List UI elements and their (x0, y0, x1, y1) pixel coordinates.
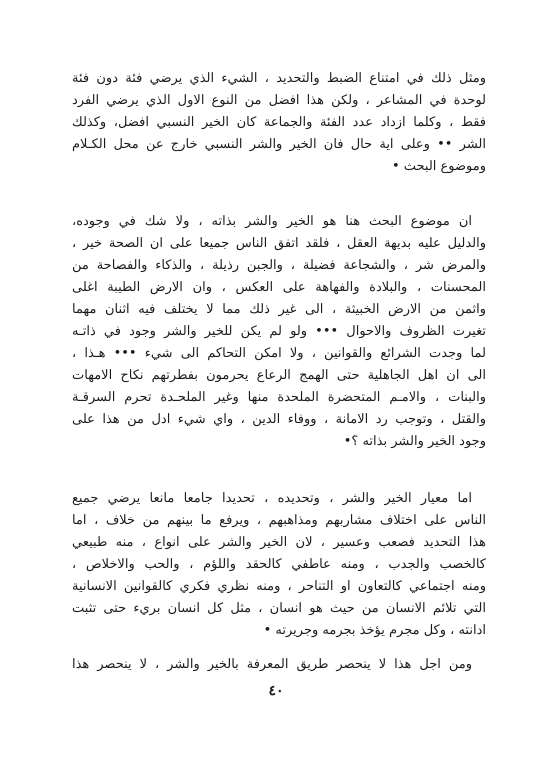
text-line: تغيرت الظروف والاحوال ••• ولو لم يكن للخير والشر وجود في ذاتـه (72, 324, 486, 339)
text-line: فقط ، وكلما ازداد عدد الفئة والجماعة كان الخير النسبي افضل، وكذلك (72, 115, 486, 130)
text-line: هذا التحديد فصعب وعسير ، لان الخير والشر على انواع ، منه طبيعي (72, 535, 486, 550)
text-line: لوحدة في المشاعر ، ولكن هذا افضل من النوع الاول الذي يرضي الفرد (72, 93, 486, 108)
text-line: الشر •• وعلى اية حال فان الخير والشر النسبي خارج عن محل الكـلام (72, 137, 486, 152)
paragraph-3 (72, 488, 486, 642)
text-line: ومثل ذلك في امتناع الضبط والتحديد ، الشيء الذي يرضي فئة دون فئة (72, 71, 486, 86)
text-line: التي تلائم الانسان من حيث هو انسان ، مثل كل انسان بريء حتى تثبت (72, 601, 486, 616)
text-line: واثمن من الارض الخبيثة ، الى غير ذلك مما لا يختلف فيه اثنان مهما (72, 302, 486, 317)
text-line: وجود الخير والشر بذاته ؟• (343, 434, 486, 449)
text-line: ومنه اجتماعي كالتعاون او التناحر ، ومنه نظري فكري كالقوانين الانسانية (72, 579, 486, 594)
text-line: والمرض شر ، والشجاعة فضيلة ، والجبن رذيلة ، والذكاء والفصاحة من (72, 258, 486, 273)
text-line: كالخصب والجدب ، ومنه عاطفي كالحقد واللؤم ، والحب والاخلاص ، (72, 557, 486, 572)
text-line: الى ان اهل الجاهلية حتى الهمج الرعاع يحرمون بفطرتهم نكاح الامهات (72, 368, 486, 383)
text-line: الناس على اختلاف مشاربهم ومذاهبهم ، ويرفع ما بينهم من خلاف ، اما (72, 513, 486, 528)
text-line: ومن اجل هذا لا ينحصر طريق المعرفة بالخير والشر ، لا ينحصر هذا (72, 657, 472, 672)
text-line: وموضوع البحث • (391, 159, 486, 174)
text-line: المحسنات ، والبلادة والفهاهة على العكس ، وان الارض الطيبة اغلى (72, 280, 486, 295)
text-line: ادانته ، وكل مجرم يؤخذ بجرمه وجريرته • (263, 623, 486, 638)
text-line: اما معيار الخير والشر ، وتحديده ، تحديدا جامعا مانعا يرضي جميع (72, 491, 472, 506)
page-number: ٤٠ (268, 683, 284, 699)
text-line: والقتل ، وتوجب رد الامانة ، ووفاء الدين ، واي شيء ادل من هذا على (72, 412, 486, 427)
text-line: لما وجدت الشرائع والقوانين ، ولا امكن التحاكم الى شيء ••• هـذا ، (72, 346, 486, 361)
text-line: والدليل عليه بديهة العقل ، فلقد اتفق الناس جميعا على ان الصحة خير ، (72, 236, 486, 251)
text-line: والبنات ، والامـم المتحضرة الملحدة منها وغير الملحـدة تحرم السرقـة (72, 390, 486, 405)
paragraph-2 (72, 211, 486, 453)
paragraph-1 (72, 68, 486, 178)
text-line: ان موضوع البحث هنا هو الخير والشر بذاته ، ولا شك في وجوده، (72, 214, 472, 229)
paragraph-4 (72, 654, 486, 676)
